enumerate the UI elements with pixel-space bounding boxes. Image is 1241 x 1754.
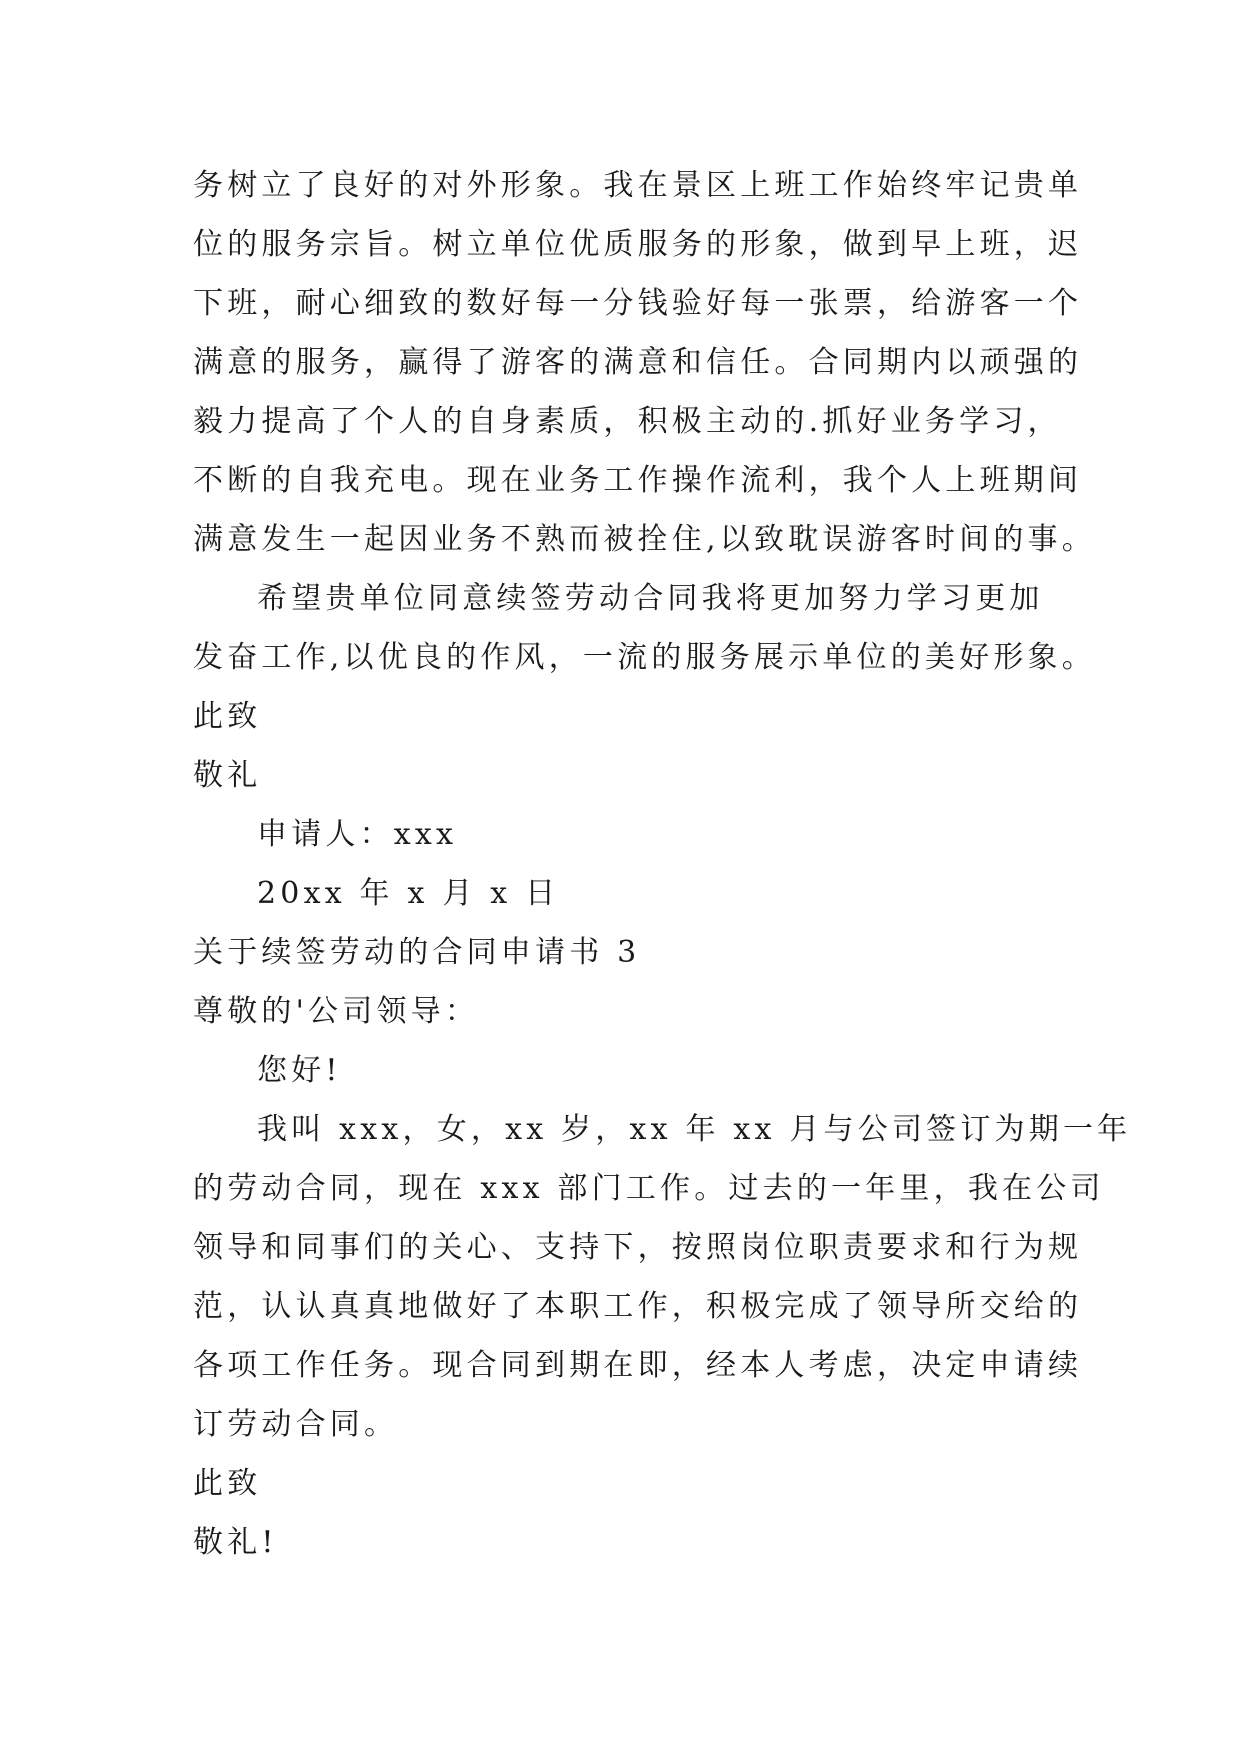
document-body [193, 156, 1132, 1572]
text-line: 范，认认真真地做好了本职工作，积极完成了领导所交给的 [193, 1289, 1083, 1324]
text-line: 敬礼! [193, 1525, 278, 1560]
text-line: 20xx 年 x 月 x 日 [257, 876, 560, 911]
text-line: 不断的自我充电。现在业务工作操作流利，我个人上班期间 [193, 463, 1083, 498]
text-line: 我叫 xxx，女，xx 岁，xx 年 xx 月与公司签订为期一年 [257, 1112, 1132, 1147]
text-line: 希望贵单位同意续签劳动合同我将更加努力学习更加 [257, 581, 1044, 616]
text-line: 满意发生一起因业务不熟而被拴住,以致耽误游客时间的事。 [193, 522, 1096, 557]
text-line: 敬礼 [193, 758, 262, 793]
text-line: 务树立了良好的对外形象。我在景区上班工作始终牢记贵单 [193, 168, 1083, 203]
text-line: 毅力提高了个人的自身素质，积极主动的.抓好业务学习， [193, 404, 1062, 439]
text-line: 此致 [193, 699, 262, 734]
text-line: 的劳动合同，现在 xxx 部门工作。过去的一年里，我在公司 [193, 1171, 1105, 1206]
text-line: 关于续签劳动的合同申请书 3 [193, 935, 641, 970]
text-line: 订劳动合同。 [193, 1407, 399, 1442]
text-line: 您好! [257, 1053, 342, 1088]
text-line: 满意的服务，赢得了游客的满意和信任。合同期内以顽强的 [193, 345, 1083, 380]
text-line: 申请人：xxx [257, 817, 458, 852]
text-line: 尊敬的'公司领导： [193, 994, 480, 1029]
text-line: 位的服务宗旨。树立单位优质服务的形象，做到早上班，迟 [193, 227, 1083, 262]
text-line: 领导和同事们的关心、支持下，按照岗位职责要求和行为规 [193, 1230, 1083, 1265]
text-line: 此致 [193, 1466, 262, 1501]
text-line: 发奋工作,以优良的作风，一流的服务展示单位的美好形象。 [193, 640, 1096, 675]
text-line: 下班，耐心细致的数好每一分钱验好每一张票，给游客一个 [193, 286, 1083, 321]
text-line: 各项工作任务。现合同到期在即，经本人考虑，决定申请续 [193, 1348, 1083, 1383]
